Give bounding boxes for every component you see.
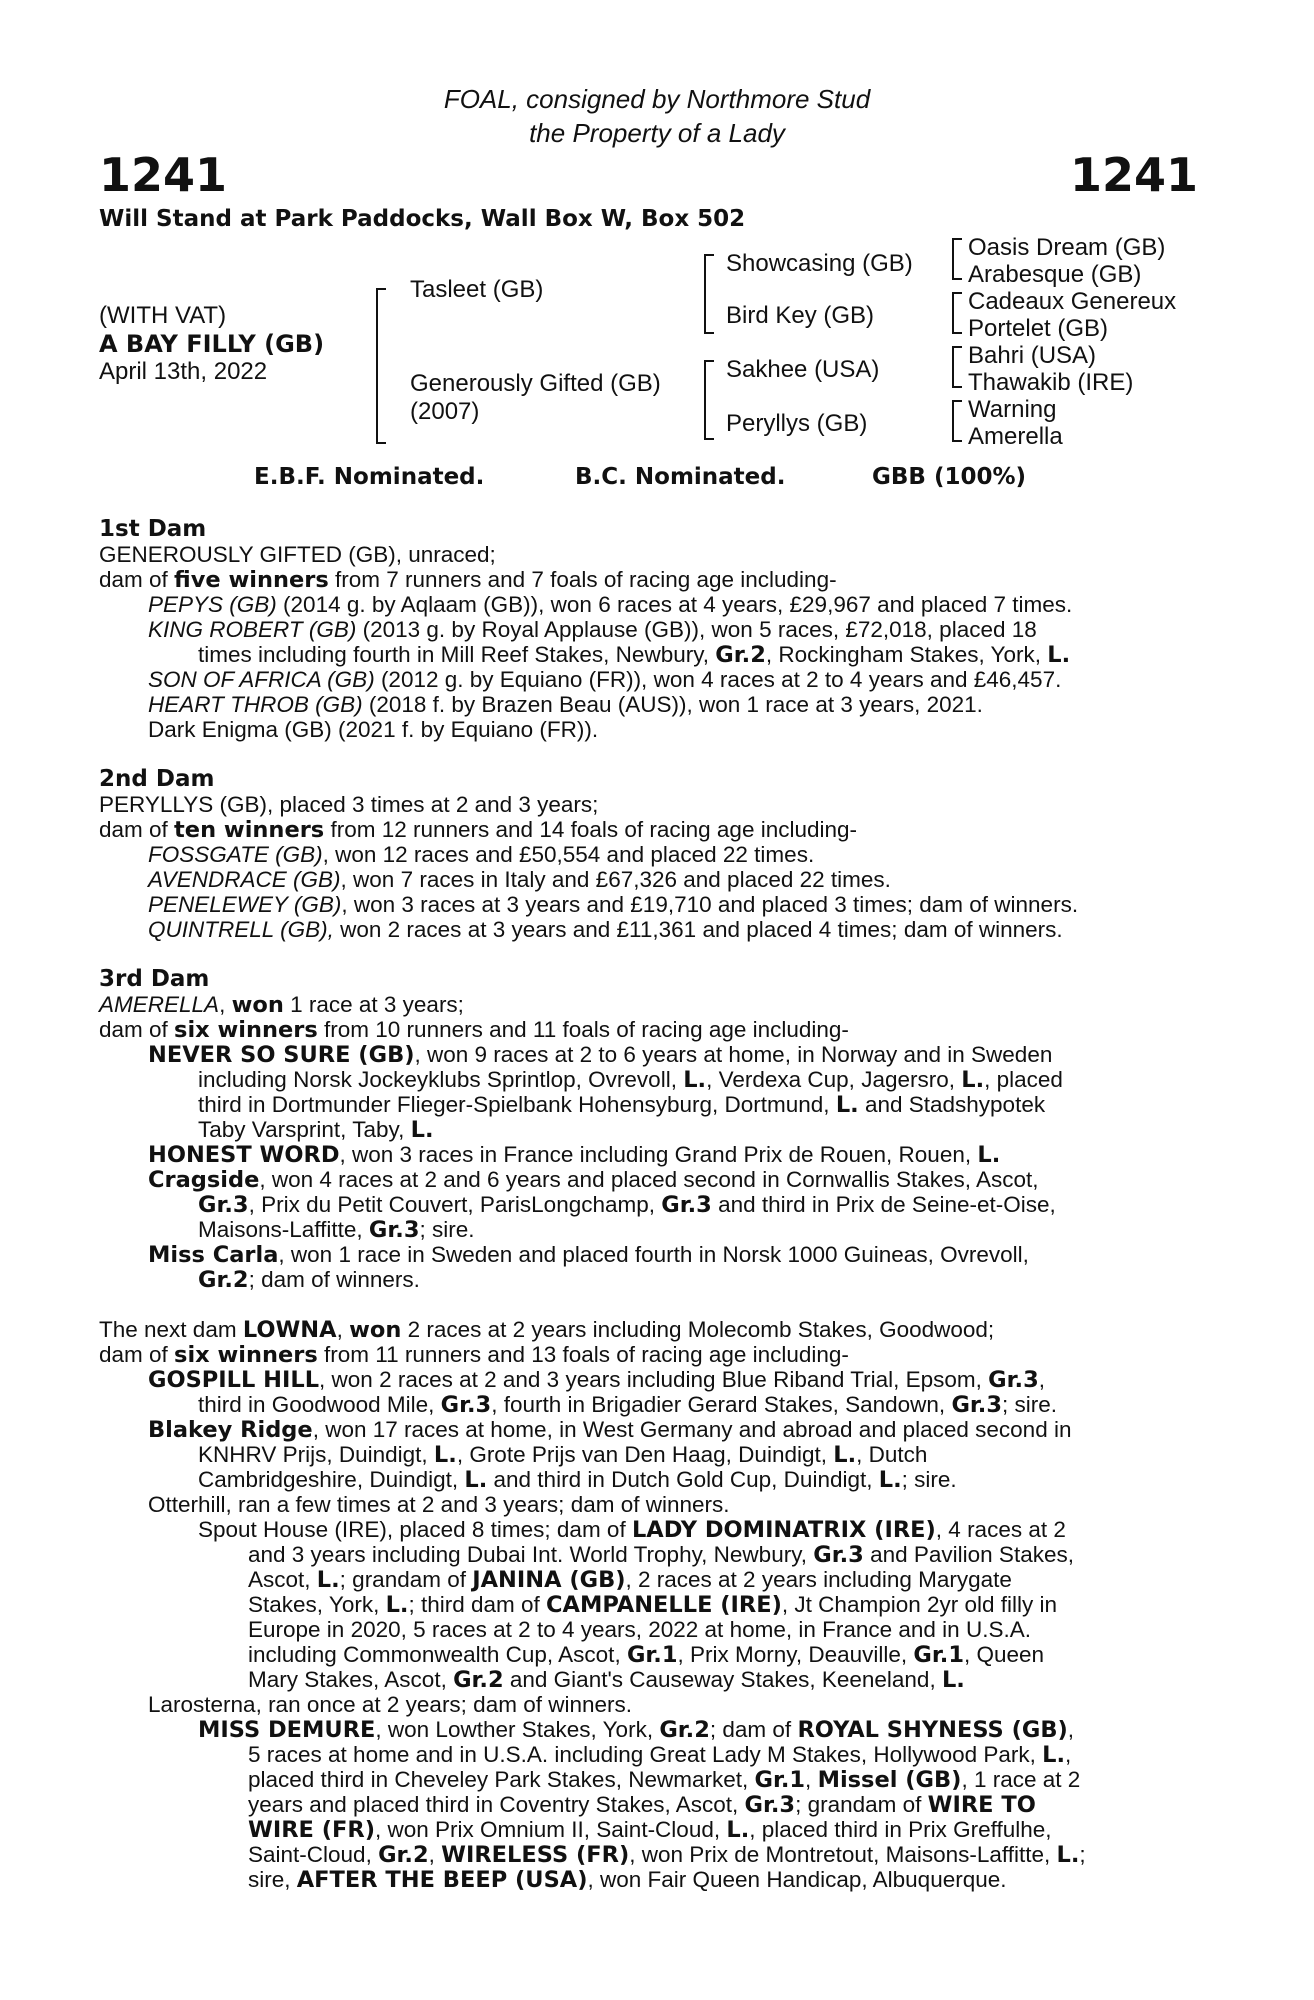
produce-entry: Dark Enigma (GB) (2021 f. by Equiano (FR)). (148, 717, 599, 742)
property-line: the Property of a Lady (529, 118, 785, 148)
vat-note: (WITH VAT) (99, 302, 227, 329)
produce-entry-continued: Stakes, York, L.; third dam of CAMPANELLE (IRE), Jt Champion 2yr old filly in (248, 1592, 1058, 1618)
produce-entry: SON OF AFRICA (GB) (2012 g. by Equiano (FR)), won 4 races at 2 to 4 years and £46,457. (148, 667, 1062, 692)
pedigree-brace (376, 288, 386, 444)
produce-entry: PEPYS (GB) (2014 g. by Aqlaam (GB)), won 6 races at 4 years, £29,967 and placed 7 times. (148, 592, 1073, 617)
section-title: 1st Dam (99, 516, 207, 542)
produce-entry-continued: third in Goodwood Mile, Gr.3, fourth in Brigadier Gerard Stakes, Sandown, Gr.3; sire. (198, 1392, 1058, 1418)
produce-entry: Miss Carla, won 1 race in Sweden and placed fourth in Norsk 1000 Guineas, Ovrevoll, (148, 1242, 1029, 1268)
dam-intro: AMERELLA, won 1 race at 3 years; (99, 992, 464, 1018)
produce-entry-continued: Europe in 2020, 5 races at 2 to 4 years, 2022 at home, in France and in U.S.A. (248, 1617, 1031, 1642)
produce-entry: MISS DEMURE, won Lowther Stakes, York, Gr.2; dam of ROYAL SHYNESS (GB), (198, 1717, 1075, 1743)
produce-entry-continued: Taby Varsprint, Taby, L. (198, 1117, 434, 1143)
produce-entry-continued: including Commonwealth Cup, Ascot, Gr.1, Prix Morny, Deauville, Gr.1, Queen (248, 1642, 1045, 1668)
sire-sire-name: Showcasing (GB) (726, 250, 913, 277)
produce-entry: NEVER SO SURE (GB), won 9 races at 2 to 6 years at home, in Norway and in Sweden (148, 1042, 1053, 1068)
granddam-name: Arabesque (GB) (968, 261, 1142, 288)
dam-dam-name: Peryllys (GB) (726, 410, 868, 437)
produce-entry: FOSSGATE (GB), won 12 races and £50,554 and placed 22 times. (148, 842, 815, 867)
produce-entry-continued: Gr.3, Prix du Petit Couvert, ParisLongchamp, Gr.3 and third in Prix de Seine-et-Oise, (198, 1192, 1056, 1218)
lot-number-left: 1241 (99, 148, 228, 202)
produce-entry: Otterhill, ran a few times at 2 and 3 years; dam of winners. (148, 1492, 730, 1517)
produce-entry: Spout House (IRE), placed 8 times; dam of LADY DOMINATRIX (IRE), 4 races at 2 (198, 1517, 1066, 1543)
dam-year: (2007) (410, 398, 480, 425)
dam-produce-summary: dam of ten winners from 12 runners and 14 foals of racing age including- (99, 817, 858, 843)
dam-intro: The next dam LOWNA, won 2 races at 2 years including Molecomb Stakes, Goodwood; (99, 1317, 995, 1343)
section-title: 3rd Dam (99, 966, 210, 992)
produce-entry-continued: times including fourth in Mill Reef Stakes, Newbury, Gr.2, Rockingham Stakes, York, L. (198, 642, 1071, 668)
dam-produce-summary: dam of six winners from 10 runners and 11 foals of racing age including- (99, 1017, 849, 1043)
produce-entry: AVENDRACE (GB), won 7 races in Italy and £67,326 and placed 22 times. (148, 867, 891, 892)
produce-entry-continued: years and placed third in Coventry Stakes, Ascot, Gr.3; grandam of WIRE TO (248, 1792, 1036, 1818)
produce-entry-continued: Saint-Cloud, Gr.2, WIRELESS (FR), won Prix de Montretout, Maisons-Laffitte, L.; (248, 1842, 1086, 1868)
produce-entry-continued: Ascot, L.; grandam of JANINA (GB), 2 races at 2 years including Marygate (248, 1567, 1012, 1593)
pedigree-brace (952, 400, 962, 442)
produce-entry: HONEST WORD, won 3 races in France including Grand Prix de Rouen, Rouen, L. (148, 1142, 1001, 1168)
gbb-rating: GBB (100%) (872, 464, 1027, 490)
grandsire-name: Warning (968, 396, 1057, 423)
granddam-name: Portelet (GB) (968, 315, 1109, 342)
produce-entry-continued: KNHRV Prijs, Duindigt, L., Grote Prijs van Den Haag, Duindigt, L., Dutch (198, 1442, 928, 1468)
produce-entry: Larosterna, ran once at 2 years; dam of winners. (148, 1692, 633, 1717)
foaling-date: April 13th, 2022 (99, 358, 268, 385)
granddam-name: Amerella (968, 423, 1063, 450)
produce-entry-continued: placed third in Cheveley Park Stakes, Newmarket, Gr.1, Missel (GB), 1 race at 2 (248, 1767, 1081, 1793)
horse-name: A BAY FILLY (GB) (99, 330, 325, 358)
dam-produce-summary: dam of five winners from 7 runners and 7 foals of racing age including- (99, 567, 837, 593)
produce-entry: QUINTRELL (GB), won 2 races at 3 years and £11,361 and placed 4 times; dam of winners. (148, 917, 1063, 942)
pedigree-brace (952, 346, 962, 388)
dam-intro: PERYLLYS (GB), placed 3 times at 2 and 3 years; (99, 792, 599, 817)
dam-name: Generously Gifted (GB) (410, 370, 661, 397)
produce-entry: HEART THROB (GB) (2018 f. by Brazen Beau (AUS)), won 1 race at 3 years, 2021. (148, 692, 983, 717)
sire-dam-name: Bird Key (GB) (726, 302, 875, 329)
ebf-nomination: E.B.F. Nominated. (254, 464, 485, 490)
produce-entry: KING ROBERT (GB) (2013 g. by Royal Applause (GB)), won 5 races, £72,018, placed 18 (148, 617, 1037, 642)
dam-sire-name: Sakhee (USA) (726, 356, 880, 383)
produce-entry-continued: Maisons-Laffitte, Gr.3; sire. (198, 1217, 475, 1243)
produce-entry: PENELEWEY (GB), won 3 races at 3 years and £19,710 and placed 3 times; dam of winners. (148, 892, 1079, 917)
produce-entry-continued: Gr.2; dam of winners. (198, 1267, 420, 1293)
consignor-line: FOAL, consigned by Northmore Stud (443, 84, 871, 114)
produce-entry-continued: 5 races at home and in U.S.A. including Great Lady M Stakes, Hollywood Park, L., (248, 1742, 1072, 1768)
produce-entry: Blakey Ridge, won 17 races at home, in West Germany and abroad and placed second in (148, 1417, 1072, 1443)
pedigree-brace (952, 238, 962, 280)
produce-entry-continued: and 3 years including Dubai Int. World Trophy, Newbury, Gr.3 and Pavilion Stakes, (248, 1542, 1074, 1568)
grandsire-name: Oasis Dream (GB) (968, 234, 1166, 261)
produce-entry-continued: Cambridgeshire, Duindigt, L. and third in Dutch Gold Cup, Duindigt, L.; sire. (198, 1467, 957, 1493)
dam-produce-summary: dam of six winners from 11 runners and 13 foals of racing age including- (99, 1342, 849, 1368)
grandsire-name: Bahri (USA) (968, 342, 1097, 369)
grandsire-name: Cadeaux Genereux (968, 288, 1177, 315)
lot-number-right: 1241 (1069, 148, 1198, 202)
pedigree-brace (704, 254, 714, 334)
pedigree-brace (952, 292, 962, 334)
produce-entry-continued: WIRE (FR), won Prix Omnium II, Saint-Cloud, L., placed third in Prix Greffulhe, (248, 1817, 1052, 1843)
sire-name: Tasleet (GB) (410, 276, 544, 303)
produce-entry-continued: Mary Stakes, Ascot, Gr.2 and Giant's Causeway Stakes, Keeneland, L. (248, 1667, 965, 1693)
produce-entry: GOSPILL HILL, won 2 races at 2 and 3 years including Blue Riband Trial, Epsom, Gr.3, (148, 1367, 1045, 1393)
section-title: 2nd Dam (99, 766, 215, 792)
pedigree-brace (704, 360, 714, 440)
produce-entry-continued: including Norsk Jockeyklubs Sprintlop, Ovrevoll, L., Verdexa Cup, Jagersro, L., placed (198, 1067, 1063, 1093)
bc-nomination: B.C. Nominated. (575, 464, 786, 490)
granddam-name: Thawakib (IRE) (968, 369, 1134, 396)
dam-intro: GENEROUSLY GIFTED (GB), unraced; (99, 542, 496, 567)
produce-entry-continued: third in Dortmunder Flieger-Spielbank Hohensyburg, Dortmund, L. and Stadshypotek (198, 1092, 1046, 1118)
produce-entry-continued: sire, AFTER THE BEEP (USA), won Fair Queen Handicap, Albuquerque. (248, 1867, 1007, 1893)
produce-entry: Cragside, won 4 races at 2 and 6 years and placed second in Cornwallis Stakes, Ascot, (148, 1167, 1039, 1193)
stand-location: Will Stand at Park Paddocks, Wall Box W, Box 502 (99, 206, 746, 232)
